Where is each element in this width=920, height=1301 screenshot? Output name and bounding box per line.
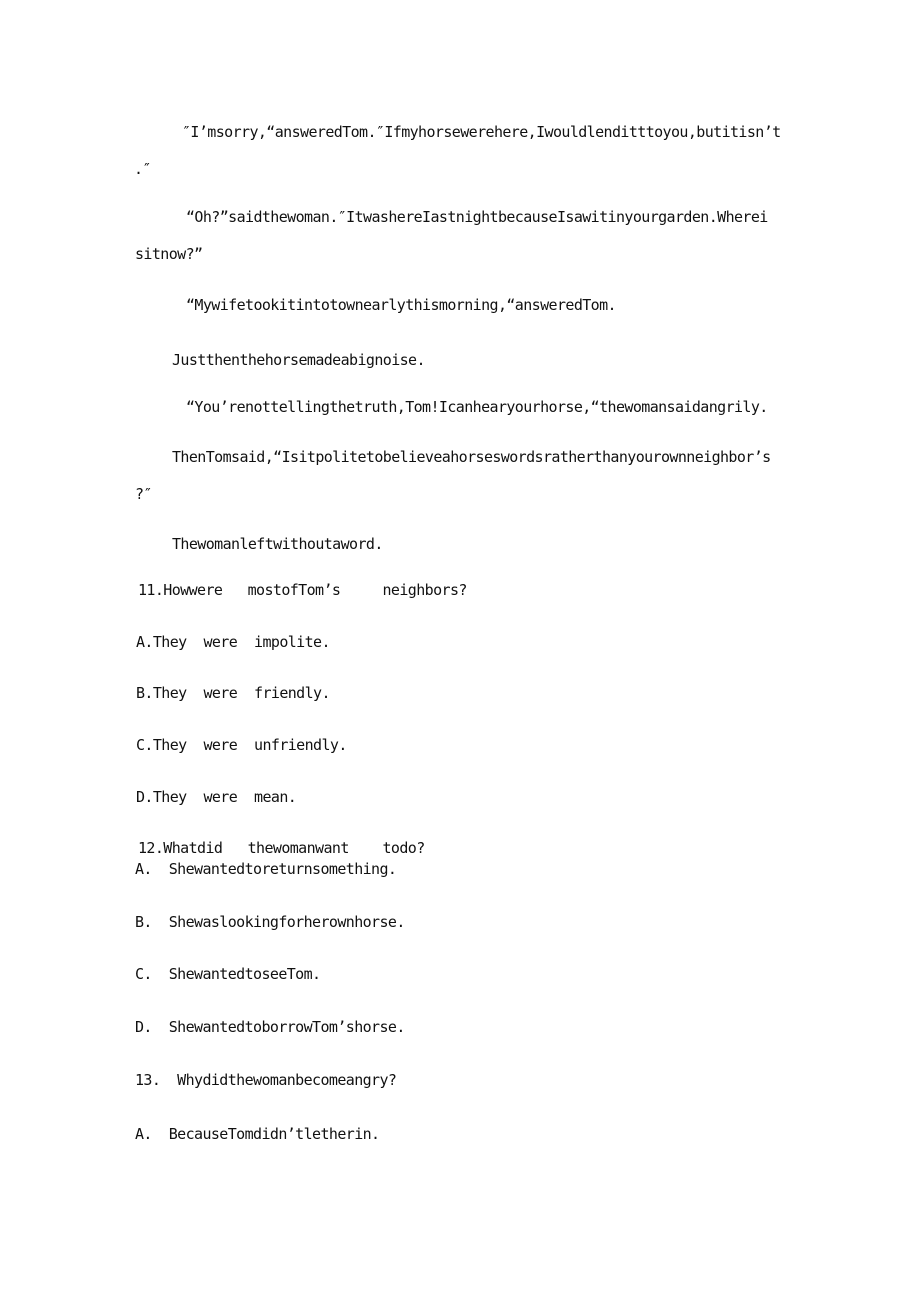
- answer-option: A.They were impolite.: [136, 633, 330, 651]
- passage-line: “Oh?”saidthewoman.″ItwashereIastnightbecauseIsawitinyourgarden.Wherei: [186, 208, 768, 226]
- answer-option: C.They were unfriendly.: [136, 736, 347, 754]
- passage-line: Thewomanleftwithoutaword.: [172, 535, 383, 553]
- passage-line: “Mywifetookitintotownearlythismorning,“answeredTom.: [186, 296, 616, 314]
- answer-option: A. Shewantedtoreturnsomething.: [135, 860, 397, 878]
- answer-option: D.They were mean.: [136, 788, 297, 806]
- answer-option: A. BecauseTomdidn’tletherin.: [135, 1125, 380, 1143]
- answer-option: D. ShewantedtoborrowTom’shorse.: [135, 1018, 405, 1036]
- passage-line: ?″: [135, 485, 152, 503]
- answer-option: C. ShewantedtoseeTom.: [135, 965, 321, 983]
- question-stem: 11.Howwere mostofTom’s neighbors?: [138, 581, 467, 599]
- answer-option: B.They were friendly.: [136, 684, 330, 702]
- passage-line: ThenTomsaid,“Isitpolitetobelieveahorseswordsratherthanyourownneighbor’s: [172, 448, 771, 466]
- passage-line: sitnow?”: [135, 245, 203, 263]
- answer-option: B. Shewaslookingforherownhorse.: [135, 913, 405, 931]
- passage-line: .″: [134, 160, 151, 178]
- question-stem: 13. Whydidthewomanbecomeangry?: [135, 1071, 397, 1089]
- passage-line: “You’renottellingthetruth,Tom!Icanhearyourhorse,“thewomansaidangrily.: [186, 398, 768, 416]
- question-stem: 12.Whatdid thewomanwant todo?: [138, 839, 425, 857]
- passage-line: ″I’msorry,“answeredTom.″Ifmyhorsewerehere,Iwouldlenditttoyou,butitisn’t: [182, 123, 781, 141]
- passage-line: Justthenthehorsemadeabignoise.: [172, 351, 425, 369]
